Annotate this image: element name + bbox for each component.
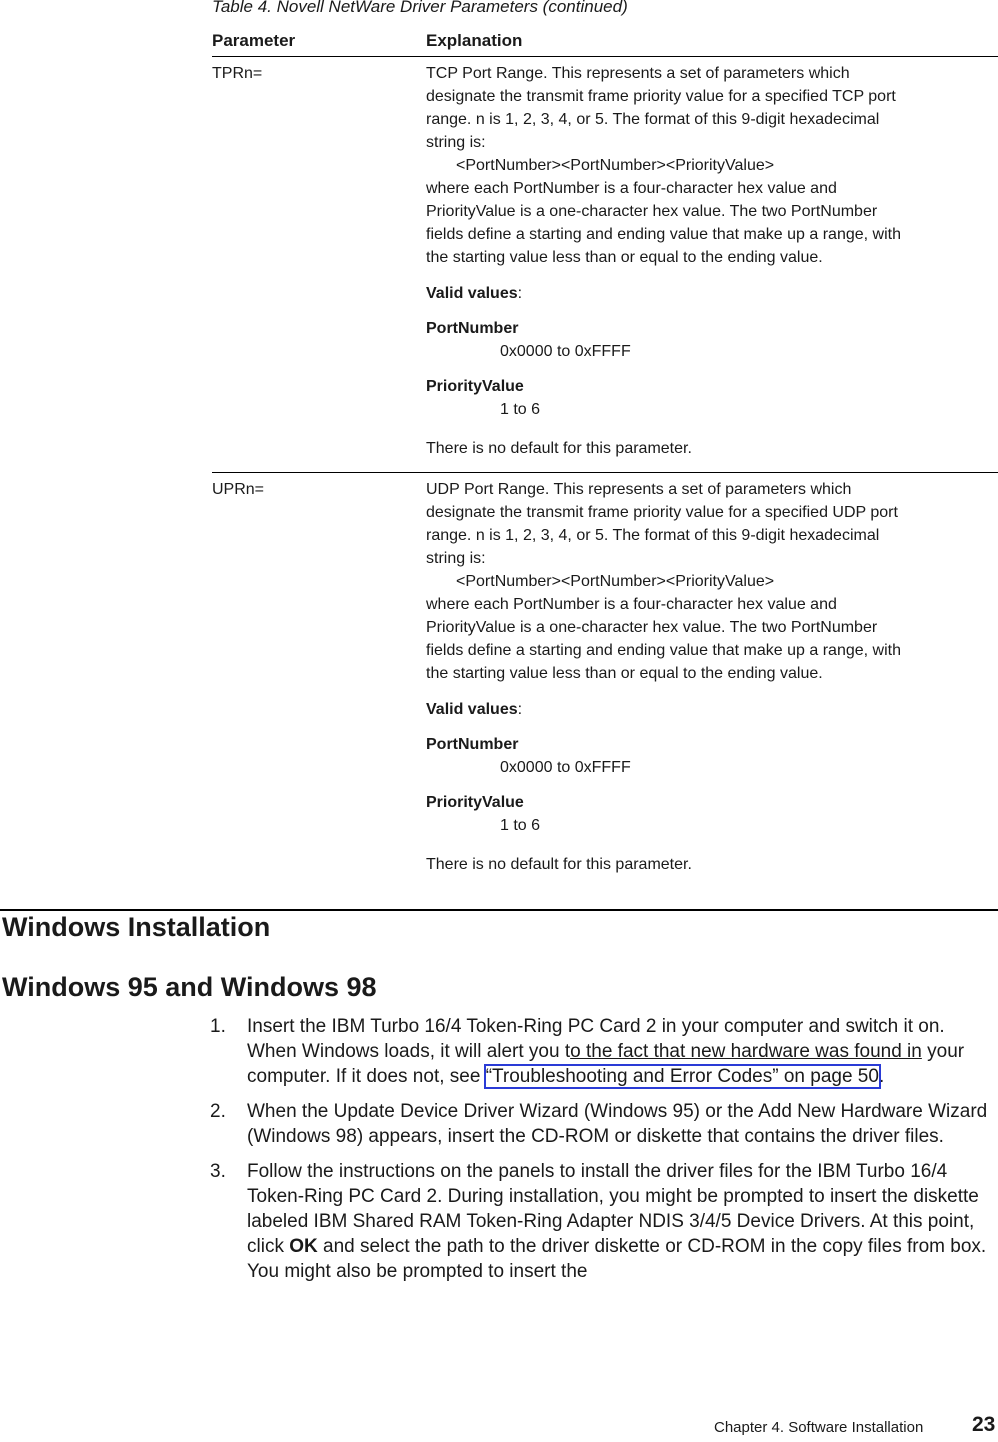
desc-line: the starting value less than or equal to the ending value. xyxy=(426,665,823,682)
desc-line: TCP Port Range. This represents a set of parameters which xyxy=(426,65,850,82)
explanation-uprn xyxy=(426,478,994,876)
install-steps xyxy=(210,1014,994,1294)
desc-line: designate the transmit frame priority value for a specified TCP port xyxy=(426,88,896,105)
port-number-label: PortNumber xyxy=(426,736,519,753)
desc-line: designate the transmit frame priority value for a specified UDP port xyxy=(426,504,898,521)
valid-values-label: Valid values xyxy=(426,285,518,302)
desc-line: string is: xyxy=(426,550,486,567)
table-caption: Table 4. Novell NetWare Driver Parameters (continued) xyxy=(212,0,628,16)
list-item xyxy=(210,1014,994,1089)
step-text: When the Update Device Driver Wizard (Windows 95) or the Add New Hardware Wizard (Windows 98) appears, insert the CD-ROM or diskette that contains the driver files. xyxy=(247,1101,988,1147)
desc-line: fields define a starting and ending value that make up a range, with xyxy=(426,642,901,659)
section-rule xyxy=(0,909,998,911)
valid-values-label: Valid values xyxy=(426,701,518,718)
desc-line: string is: xyxy=(426,134,486,151)
priority-value-label: PriorityValue xyxy=(426,378,524,395)
list-item xyxy=(210,1099,994,1149)
step-text-part: and select the path to the driver diskette or CD-ROM in the copy files from box. You might also be prompted to insert the xyxy=(247,1236,987,1282)
desc-line: PriorityValue is a one-character hex value. The two PortNumber xyxy=(426,203,878,220)
valid-values-line xyxy=(426,698,994,721)
port-number-value: 0x0000 to 0xFFFF xyxy=(500,343,631,360)
desc-line: fields define a starting and ending value that make up a range, with xyxy=(426,226,901,243)
desc-line: PriorityValue is a one-character hex value. The two PortNumber xyxy=(426,619,878,636)
parameter-tprn: TPRn= xyxy=(212,65,263,82)
troubleshooting-link[interactable]: “Troubleshooting and Error Codes” on page 50 xyxy=(485,1066,879,1087)
desc-line: where each PortNumber is a four-character hex value and xyxy=(426,180,837,197)
section-title: Windows Installation xyxy=(2,912,271,942)
step-number: 2. xyxy=(210,1101,226,1122)
step-text xyxy=(247,1014,994,1089)
row-divider xyxy=(212,472,998,473)
step-text xyxy=(247,1159,994,1284)
list-item xyxy=(210,1159,994,1284)
priority-value-value: 1 to 6 xyxy=(500,401,541,418)
table-header-rule xyxy=(212,56,998,57)
parameter-uprn: UPRn= xyxy=(212,481,265,498)
desc-line: where each PortNumber is a four-character hex value and xyxy=(426,596,837,613)
format-string: <PortNumber><PortNumber><PriorityValue> xyxy=(456,157,775,174)
priority-value-label: PriorityValue xyxy=(426,794,524,811)
subsection-title: Windows 95 and Windows 98 xyxy=(2,972,377,1002)
ok-label: OK xyxy=(289,1236,318,1257)
priority-value-value: 1 to 6 xyxy=(500,817,541,834)
step-text-part: Insert the IBM Turbo 16/4 Token-Ring PC Card 2 in your computer and switch it on. When Windows loads, it will alert you t xyxy=(247,1016,945,1062)
default-note: There is no default for this parameter. xyxy=(426,440,692,457)
colon: : xyxy=(517,285,523,302)
step-text-part: your computer. If it does not, see xyxy=(247,1041,965,1087)
default-note: There is no default for this parameter. xyxy=(426,856,692,873)
desc-line: range. n is 1, 2, 3, 4, or 5. The format of this 9-digit hexadecimal xyxy=(426,111,880,128)
valid-values-line xyxy=(426,282,994,305)
column-header-explanation: Explanation xyxy=(426,31,523,50)
explanation-tprn xyxy=(426,62,994,460)
hardware-link[interactable]: o the fact that new hardware was found in xyxy=(570,1041,922,1062)
column-header-parameter: Parameter xyxy=(212,31,296,50)
step-number: 3. xyxy=(210,1161,226,1182)
format-string: <PortNumber><PortNumber><PriorityValue> xyxy=(456,573,775,590)
port-number-value: 0x0000 to 0xFFFF xyxy=(500,759,631,776)
port-number-label: PortNumber xyxy=(426,320,519,337)
colon: : xyxy=(517,701,523,718)
page-number: 23 xyxy=(972,1413,996,1436)
desc-line: the starting value less than or equal to the ending value. xyxy=(426,249,823,266)
desc-line: range. n is 1, 2, 3, 4, or 5. The format of this 9-digit hexadecimal xyxy=(426,527,880,544)
desc-line: UDP Port Range. This represents a set of parameters which xyxy=(426,481,852,498)
footer-chapter: Chapter 4. Software Installation xyxy=(714,1419,924,1436)
step-text-part: . xyxy=(878,1066,885,1087)
step-number: 1. xyxy=(210,1016,226,1037)
step-text-part: Follow the instructions on the panels to install the driver files for the IBM Turbo 16/4 Token-Ring PC Card 2. During installation, you might be prompted to insert the diskette labeled IBM Shared RAM Token-Ring Adapter NDIS 3/4/5 Device Drivers. At this point, click xyxy=(247,1161,979,1257)
